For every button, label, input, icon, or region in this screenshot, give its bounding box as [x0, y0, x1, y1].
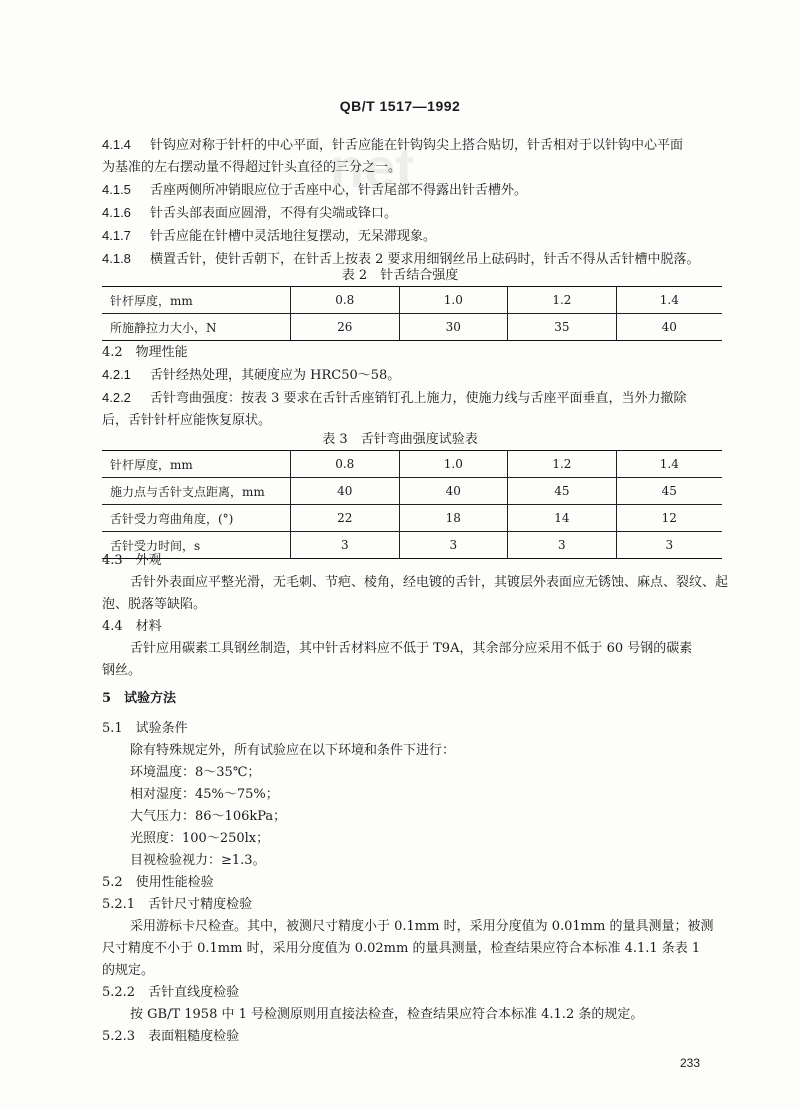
table-cell: 22 — [291, 505, 400, 532]
clauses-4-1 — [102, 134, 722, 271]
clause-4-1-5: 4.1.5 舌座两侧所冲销眼应位于舌座中心，针舌尾部不得露出针舌槽外。 — [102, 182, 528, 198]
table-cell: 35 — [508, 314, 617, 341]
table-cell: 3 — [399, 532, 508, 559]
table-cell: 40 — [616, 314, 722, 341]
section-5-title: 5 试验方法 — [102, 691, 177, 706]
table-cell: 所施静拉力大小，N — [102, 314, 291, 341]
clause-4-1-4-cont: 为基准的左右摆动量不得超过针头直径的三分之一。 — [102, 160, 402, 175]
page-number: 233 — [680, 1056, 701, 1070]
table-cell: 3 — [616, 532, 722, 559]
section-5-2-1-text: 采用游标卡尺检查。其中，被测尺寸精度小于 0.1mm 时，采用分度值为 0.01mm 的量具测量；被测 — [130, 919, 714, 934]
table-cell: 14 — [508, 505, 617, 532]
watermark: net — [330, 136, 414, 199]
table-cell: 舌针受力弯曲角度，(°) — [102, 505, 291, 532]
clause-4-1-4: 4.1.4 针钩应对称于针杆的中心平面，针舌应能在针钩钩尖上搭合贴切，针舌相对于以针钩中心平面 — [102, 137, 684, 153]
clause-4-2-1: 4.2.1 舌针经热处理，其硬度应为 HRC50～58。 — [102, 367, 401, 383]
clause-4-2-2: 4.2.2 舌针弯曲强度：按表 3 要求在舌针舌座销钉孔上施力，使施力线与舌座平面垂直，当外力撤除 — [102, 390, 687, 406]
table-cell: 施力点与舌针支点距离，mm — [102, 478, 291, 505]
condition-vision: 目视检验视力：≥1.3。 — [130, 853, 266, 868]
table-row — [102, 505, 722, 532]
section-5-2-2-text: 按 GB/T 1958 中 1 号检测原则用直接法检查，检查结果应符合本标准 4.1.2 条的规定。 — [130, 1007, 644, 1022]
section-5-2-2-title: 5.2.2 舌针直线度检验 — [102, 985, 240, 1000]
clause-4-2-2-cont: 后，舌针针杆应能恢复原状。 — [102, 413, 272, 428]
section-4-2-title: 4.2 物理性能 — [102, 345, 188, 360]
table-cell: 1.0 — [399, 287, 508, 314]
table-cell: 18 — [399, 505, 508, 532]
table-cell: 40 — [291, 478, 400, 505]
table-cell: 40 — [399, 478, 508, 505]
table-cell: 1.4 — [616, 287, 722, 314]
table-cell: 1.4 — [616, 451, 722, 478]
section-4-2 — [102, 342, 722, 432]
table-cell: 0.8 — [291, 287, 400, 314]
condition-illuminance: 光照度：100～250lx； — [130, 831, 270, 846]
table-2 — [102, 286, 722, 341]
condition-temperature: 环境温度：8～35℃； — [130, 765, 261, 780]
table-cell: 针杆厚度，mm — [102, 287, 291, 314]
section-5-1-intro: 除有特殊规定外，所有试验应在以下环境和条件下进行： — [130, 743, 456, 758]
table-cell: 45 — [616, 478, 722, 505]
section-5-2-1-text-end: 的规定。 — [102, 963, 155, 978]
table3-caption: 表 3 舌针弯曲强度试验表 — [322, 432, 478, 447]
section-5-2-1-text-cont: 尺寸精度不小于 0.1mm 时，采用分度值为 0.02mm 的量具测量，检查结果应符合本标准 4.1.1 条表 1 — [102, 941, 701, 956]
table-cell: 30 — [399, 314, 508, 341]
table-row — [102, 287, 722, 314]
section-4-3-title: 4.3 外观 — [102, 553, 162, 568]
section-4-4-title: 4.4 材料 — [102, 619, 162, 634]
table-row — [102, 451, 722, 478]
section-4-4-text: 舌针应用碳素工具钢丝制造，其中针舌材料应不低于 T9A，其余部分应采用不低于 60 号钢的碳素 — [130, 641, 693, 656]
table-cell: 舌针受力时间，s — [102, 532, 291, 559]
section-4-3-text: 舌针外表面应平整光滑，无毛刺、节疤、棱角，经电镀的舌针，其镀层外表面应无锈蚀、麻点、裂纹、起 — [130, 575, 729, 590]
table-row — [102, 314, 722, 341]
section-4-3-text-cont: 泡、脱落等缺陷。 — [102, 597, 207, 612]
section-4-3 — [102, 550, 729, 682]
clause-4-1-6: 4.1.6 针舌头部表面应圆滑，不得有尖端或锋口。 — [102, 205, 398, 221]
table-cell: 1.2 — [508, 451, 617, 478]
table-cell: 26 — [291, 314, 400, 341]
section-5-2-3-title: 5.2.3 表面粗糙度检验 — [102, 1029, 240, 1044]
table-cell: 1.0 — [399, 451, 508, 478]
section-5-body — [102, 718, 722, 1048]
condition-humidity: 相对湿度：45%～75%； — [130, 787, 279, 802]
table-cell: 12 — [616, 505, 722, 532]
table-row — [102, 478, 722, 505]
condition-pressure: 大气压力：86～106kPa； — [130, 809, 287, 824]
section-5-2-1-title: 5.2.1 舌针尺寸精度检验 — [102, 897, 253, 912]
table2-caption: 表 2 针舌结合强度 — [341, 268, 459, 283]
page-header: QB/T 1517—1992 — [339, 98, 461, 114]
section-5-1-title: 5.1 试验条件 — [102, 721, 188, 736]
table-cell: 3 — [508, 532, 617, 559]
section-5-2-title: 5.2 使用性能检验 — [102, 875, 214, 890]
section-4-4-text-cont: 钢丝。 — [102, 663, 142, 678]
clause-4-1-7: 4.1.7 针舌应能在针槽中灵活地往复摆动，无呆滞现象。 — [102, 228, 437, 244]
table-cell: 45 — [508, 478, 617, 505]
table-cell: 3 — [291, 532, 400, 559]
clause-4-1-8: 4.1.8 横置舌针，使针舌朝下，在针舌上按表 2 要求用细钢丝吊上砝码时，针舌不得从舌针槽中脱落。 — [102, 251, 700, 267]
table-cell: 0.8 — [291, 451, 400, 478]
section-5 — [102, 688, 722, 710]
table-cell: 1.2 — [508, 287, 617, 314]
table-3 — [102, 450, 722, 559]
table-cell: 针杆厚度，mm — [102, 451, 291, 478]
